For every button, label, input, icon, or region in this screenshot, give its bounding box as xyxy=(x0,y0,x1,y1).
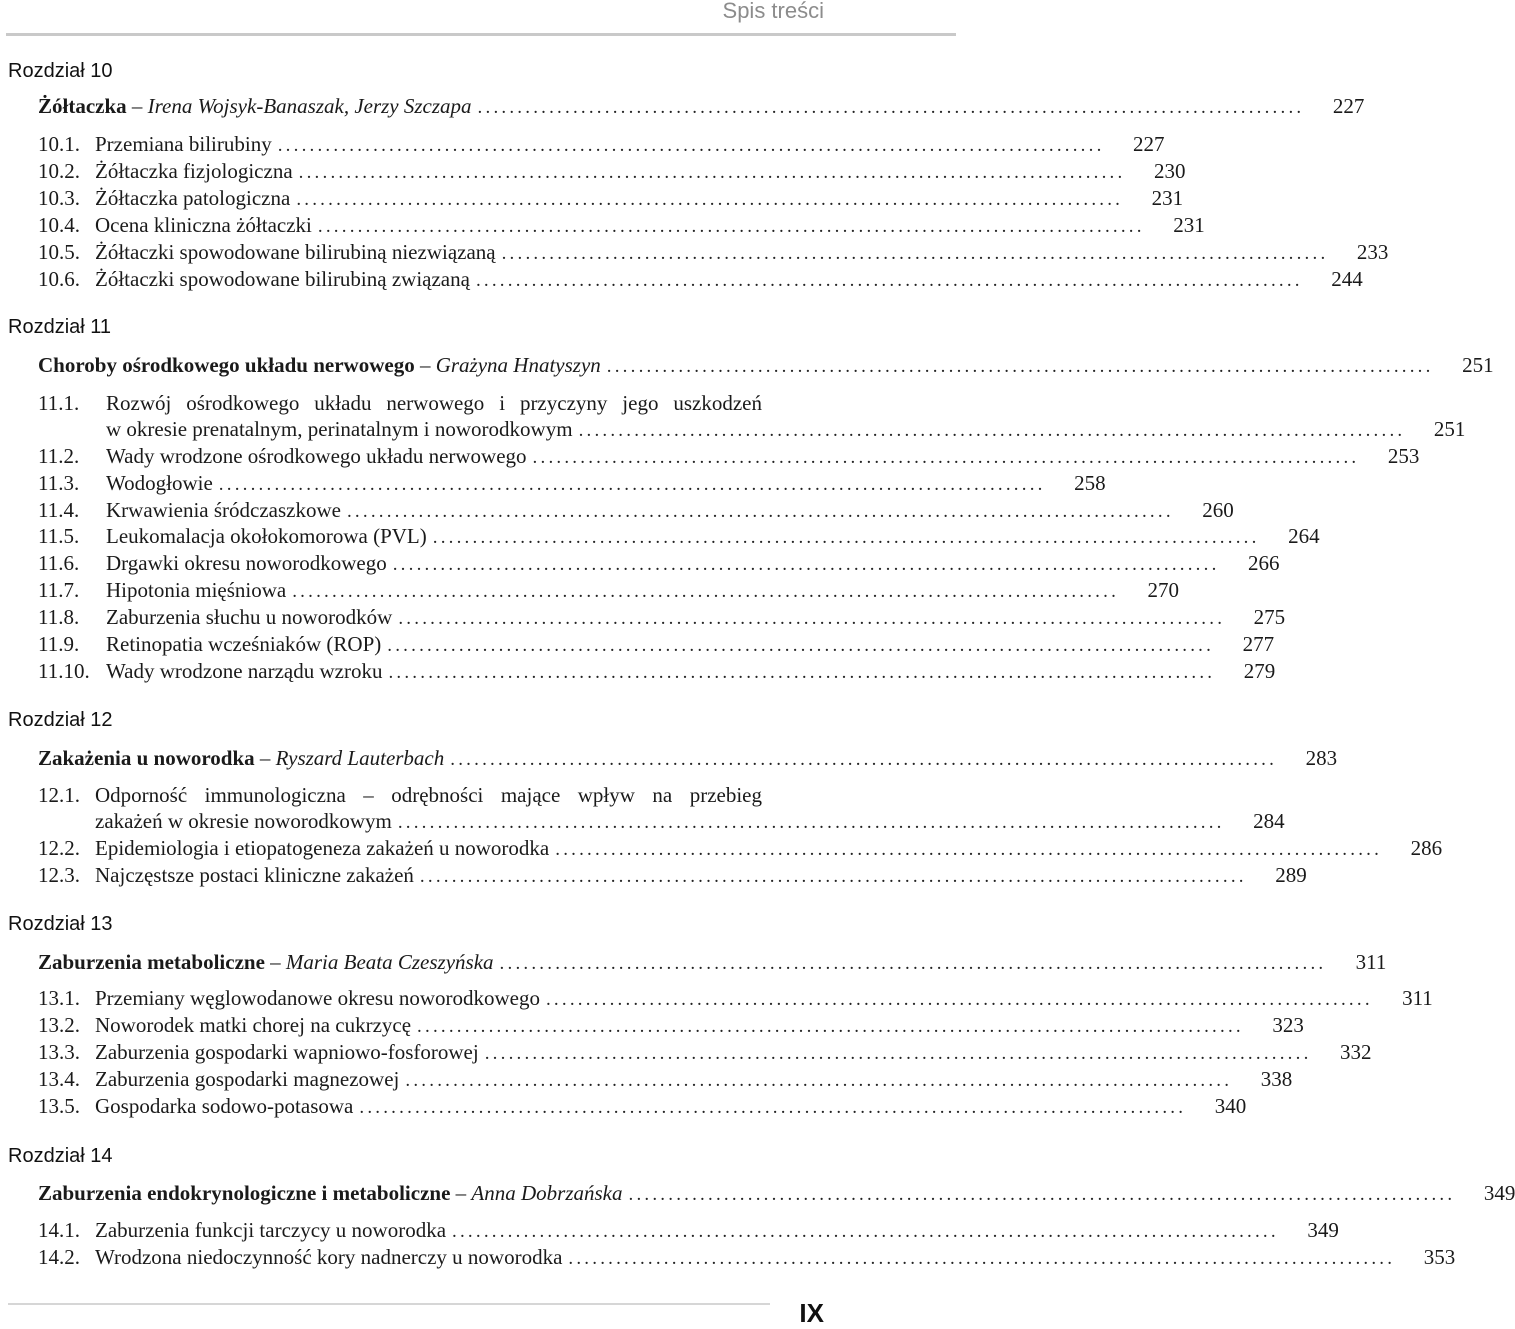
toc-entry[interactable] xyxy=(38,1065,1293,1093)
toc-entry-wrapped[interactable] xyxy=(38,390,1466,444)
section-title-line1: Odporność immunologiczna – odrębności mające wpływ na przebieg xyxy=(95,783,762,807)
leader-dots: ........................................................................................................ xyxy=(628,1184,1456,1205)
page-ref: 270 xyxy=(1147,578,1180,602)
section-number: 11.1. xyxy=(38,391,80,415)
section-title: Wodogłowie xyxy=(106,471,213,495)
page-ref: 283 xyxy=(1305,746,1338,770)
section-title: Wady wrodzone narządu wzroku xyxy=(106,659,383,683)
page-ref: 275 xyxy=(1253,605,1286,629)
folio-page-number: IX xyxy=(799,1298,824,1328)
toc-entry[interactable] xyxy=(38,1243,1456,1271)
section-title: Wrodzona niedoczynność kory nadnerczy u noworodka xyxy=(95,1245,563,1269)
section-title: Przemiana bilirubiny xyxy=(95,132,272,156)
section-number: 11.6. xyxy=(38,551,80,575)
chapter-title-row-14[interactable] xyxy=(38,1179,1515,1207)
leader-dots: ........................................................................................................ xyxy=(277,135,1105,156)
page-ref: 227 xyxy=(1133,132,1165,156)
chapter-title-row-13[interactable] xyxy=(38,948,1387,976)
page-ref: 260 xyxy=(1202,498,1234,522)
chapter-label-14: Rozdział 14 xyxy=(8,1145,113,1167)
section-title: Żółtaczka patologiczna xyxy=(95,186,291,210)
toc-entry[interactable] xyxy=(38,157,1186,185)
section-number: 11.4. xyxy=(38,498,80,522)
leader-dots: ........................................................................................................ xyxy=(296,189,1124,210)
leader-dots: ........................................................................................................ xyxy=(578,420,1406,441)
chapter-title: Choroby ośrodkowego układu nerwowego – Grażyna Hnatyszyn xyxy=(38,353,601,377)
leader-dots: ........................................................................................................ xyxy=(499,953,1327,974)
leader-dots: ........................................................................................................ xyxy=(419,866,1247,887)
section-number: 10.3. xyxy=(38,186,80,210)
page-ref: 277 xyxy=(1242,632,1275,656)
page-ref: 231 xyxy=(1151,186,1184,210)
page-ref: 323 xyxy=(1272,1013,1304,1037)
page-ref: 332 xyxy=(1340,1040,1372,1064)
chapter-title: Zaburzenia endokrynologiczne i metaboliczne – Anna Dobrzańska xyxy=(38,1181,623,1205)
page-ref: 230 xyxy=(1153,159,1186,183)
page-ref: 244 xyxy=(1331,267,1363,291)
section-title: Żółtaczka fizjologiczna xyxy=(95,159,293,183)
page-ref: 311 xyxy=(1402,986,1433,1010)
page-ref: 353 xyxy=(1423,1245,1456,1269)
section-number: 10.5. xyxy=(38,240,80,264)
leader-dots: ........................................................................................................ xyxy=(388,662,1216,683)
section-number: 13.4. xyxy=(38,1067,80,1091)
leader-dots: ........................................................................................................ xyxy=(545,989,1373,1010)
section-number: 12.2. xyxy=(38,836,80,860)
section-number: 11.8. xyxy=(38,605,80,629)
page-ref: 264 xyxy=(1288,524,1320,548)
chapter-title-row-11[interactable] xyxy=(38,351,1494,379)
page-ref: 311 xyxy=(1355,950,1387,974)
page-ref: 231 xyxy=(1173,213,1205,237)
toc-entry[interactable] xyxy=(38,130,1165,158)
toc-entry[interactable] xyxy=(38,834,1443,862)
section-title: Ocena kliniczna żółtaczki xyxy=(95,213,312,237)
toc-entry[interactable] xyxy=(38,549,1280,577)
section-number: 10.2. xyxy=(38,159,80,183)
section-number: 13.3. xyxy=(38,1040,80,1064)
chapter-title: Zakażenia u noworodka – Ryszard Lauterbach xyxy=(38,746,445,770)
toc-entry[interactable] xyxy=(38,496,1234,524)
leader-dots: ........................................................................................................ xyxy=(298,162,1126,183)
toc-entry[interactable] xyxy=(38,469,1106,497)
leader-dots: ........................................................................................................ xyxy=(218,474,1046,495)
page-ref: 258 xyxy=(1074,471,1106,495)
section-number: 10.4. xyxy=(38,213,80,237)
section-number: 12.1. xyxy=(38,783,80,807)
toc-entry[interactable] xyxy=(38,184,1184,212)
chapter-title: Zaburzenia metaboliczne – Maria Beata Czeszyńska xyxy=(38,950,494,974)
section-number: 11.5. xyxy=(38,524,80,548)
toc-entry[interactable] xyxy=(38,442,1420,470)
section-title: Żółtaczki spowodowane bilirubiną związaną xyxy=(95,267,470,291)
leader-dots: ........................................................................................................ xyxy=(397,812,1225,833)
section-number: 12.3. xyxy=(38,863,80,887)
section-number: 14.2. xyxy=(38,1245,80,1269)
header-rule xyxy=(6,33,956,36)
section-number: 11.2. xyxy=(38,444,80,468)
chapter-label-10: Rozdział 10 xyxy=(8,60,113,82)
page-ref: 349 xyxy=(1483,1181,1515,1205)
leader-dots: ........................................................................................................ xyxy=(555,839,1383,860)
section-title: Wady wrodzone ośrodkowego układu nerwowego xyxy=(106,444,527,468)
page-ref: 289 xyxy=(1275,863,1307,887)
section-number: 13.2. xyxy=(38,1013,80,1037)
section-number: 10.6. xyxy=(38,267,80,291)
leader-dots: ........................................................................................................ xyxy=(475,270,1303,291)
section-number: 11.7. xyxy=(38,578,80,602)
page-ref: 284 xyxy=(1253,809,1285,833)
section-title: Zaburzenia gospodarki wapniowo-fosforowej xyxy=(95,1040,479,1064)
leader-dots: ........................................................................................................ xyxy=(532,447,1360,468)
leader-dots: ........................................................................................................ xyxy=(484,1043,1312,1064)
page-ref: 340 xyxy=(1214,1094,1247,1118)
section-title: Leukomalacja okołokomorowa (PVL) xyxy=(106,524,427,548)
leader-dots: ........................................................................................................ xyxy=(606,356,1434,377)
toc-entry[interactable] xyxy=(38,1038,1372,1066)
page-ref: 266 xyxy=(1248,551,1280,575)
chapter-label-12: Rozdział 12 xyxy=(8,709,113,731)
toc-entry[interactable] xyxy=(38,211,1205,239)
section-number: 10.1. xyxy=(38,132,80,156)
section-title-line2: zakażeń w okresie noworodkowym ........................................................................................................ 284 xyxy=(95,808,822,836)
chapter-title-row-10[interactable] xyxy=(38,92,1365,120)
section-title: Zaburzenia gospodarki magnezowej xyxy=(95,1067,400,1091)
section-number: 11.9. xyxy=(38,632,80,656)
toc-entry[interactable] xyxy=(38,576,1180,604)
page-ref: 251 xyxy=(1433,417,1466,441)
leader-dots: ........................................................................................................ xyxy=(387,635,1215,656)
toc-entry[interactable] xyxy=(38,238,1389,266)
toc-entry[interactable] xyxy=(38,984,1433,1012)
toc-entry[interactable] xyxy=(38,522,1320,550)
leader-dots: ........................................................................................................ xyxy=(452,1221,1279,1242)
leader-dots: ........................................................................................................ xyxy=(317,216,1145,237)
chapter-title: Żółtaczka – Irena Wojsyk-Banaszak, Jerzy Szczapa xyxy=(38,94,472,118)
section-title: Retinopatia wcześniaków (ROP) xyxy=(106,632,382,656)
page-ref: 253 xyxy=(1387,444,1420,468)
chapter-label-11: Rozdział 11 xyxy=(8,316,112,338)
running-header-title: Spis treści xyxy=(722,0,824,23)
leader-dots: ........................................................................................................ xyxy=(501,243,1329,264)
toc-entry[interactable] xyxy=(38,1011,1304,1039)
leader-dots: ........................................................................................................ xyxy=(359,1097,1187,1118)
section-title: Noworodek matki chorej na cukrzycę xyxy=(95,1013,412,1037)
section-title: Przemiany węglowodanowe okresu noworodkowego xyxy=(95,986,540,1010)
leader-dots: ........................................................................................................ xyxy=(450,749,1278,770)
leader-dots: ........................................................................................................ xyxy=(432,527,1260,548)
leader-dots: ........................................................................................................ xyxy=(346,501,1174,522)
section-title: Epidemiologia i etiopatogeneza zakażeń u noworodka xyxy=(95,836,550,860)
section-number: 11.3. xyxy=(38,471,80,495)
section-title: Najczęstsze postaci kliniczne zakażeń xyxy=(95,863,414,887)
section-title: Gospodarka sodowo-potasowa xyxy=(95,1094,354,1118)
page-ref: 233 xyxy=(1356,240,1389,264)
leader-dots: ........................................................................................................ xyxy=(568,1248,1396,1269)
section-title-line1: Rozwój ośrodkowego układu nerwowego i przyczyny jego uszkodzeń xyxy=(106,391,762,415)
section-title-line2: w okresie prenatalnym, perinatalnym i noworodkowym ........................................................................................................ 251 xyxy=(106,416,822,444)
section-title: Krwawienia śródczaszkowe xyxy=(106,498,341,522)
chapter-label-13: Rozdział 13 xyxy=(8,913,113,935)
toc-entry[interactable] xyxy=(38,1092,1247,1120)
leader-dots: ........................................................................................................ xyxy=(405,1070,1233,1091)
leader-dots: ........................................................................................................ xyxy=(477,97,1305,118)
section-number: 13.5. xyxy=(38,1094,80,1118)
toc-entry-wrapped[interactable] xyxy=(38,782,1285,836)
leader-dots: ........................................................................................................ xyxy=(417,1016,1244,1037)
page-ref: 279 xyxy=(1243,659,1276,683)
toc-entry[interactable] xyxy=(38,657,1276,685)
section-title: Zaburzenia słuchu u noworodków xyxy=(106,605,393,629)
section-number: 11.10. xyxy=(38,659,90,683)
page-ref: 227 xyxy=(1332,94,1365,118)
chapter-title-row-12[interactable] xyxy=(38,744,1338,772)
section-number: 14.1. xyxy=(38,1218,80,1242)
leader-dots: ........................................................................................................ xyxy=(392,554,1220,575)
toc-entry[interactable] xyxy=(38,265,1363,293)
leader-dots: ........................................................................................................ xyxy=(398,608,1226,629)
section-title: Zaburzenia funkcji tarczycy u noworodka xyxy=(95,1218,447,1242)
toc-entry[interactable] xyxy=(38,1216,1339,1244)
page-ref: 338 xyxy=(1260,1067,1293,1091)
section-title: Hipotonia mięśniowa xyxy=(106,578,287,602)
toc-entry[interactable] xyxy=(38,630,1275,658)
toc-entry[interactable] xyxy=(38,603,1286,631)
page-ref: 286 xyxy=(1410,836,1443,860)
section-title: Żółtaczki spowodowane bilirubiną niezwiązaną xyxy=(95,240,496,264)
leader-dots: ........................................................................................................ xyxy=(292,581,1120,602)
toc-entry[interactable] xyxy=(38,861,1307,889)
section-title: Drgawki okresu noworodkowego xyxy=(106,551,387,575)
footer-rule xyxy=(8,1303,770,1305)
section-number: 13.1. xyxy=(38,986,80,1010)
page-ref: 349 xyxy=(1307,1218,1339,1242)
page-ref: 251 xyxy=(1462,353,1494,377)
